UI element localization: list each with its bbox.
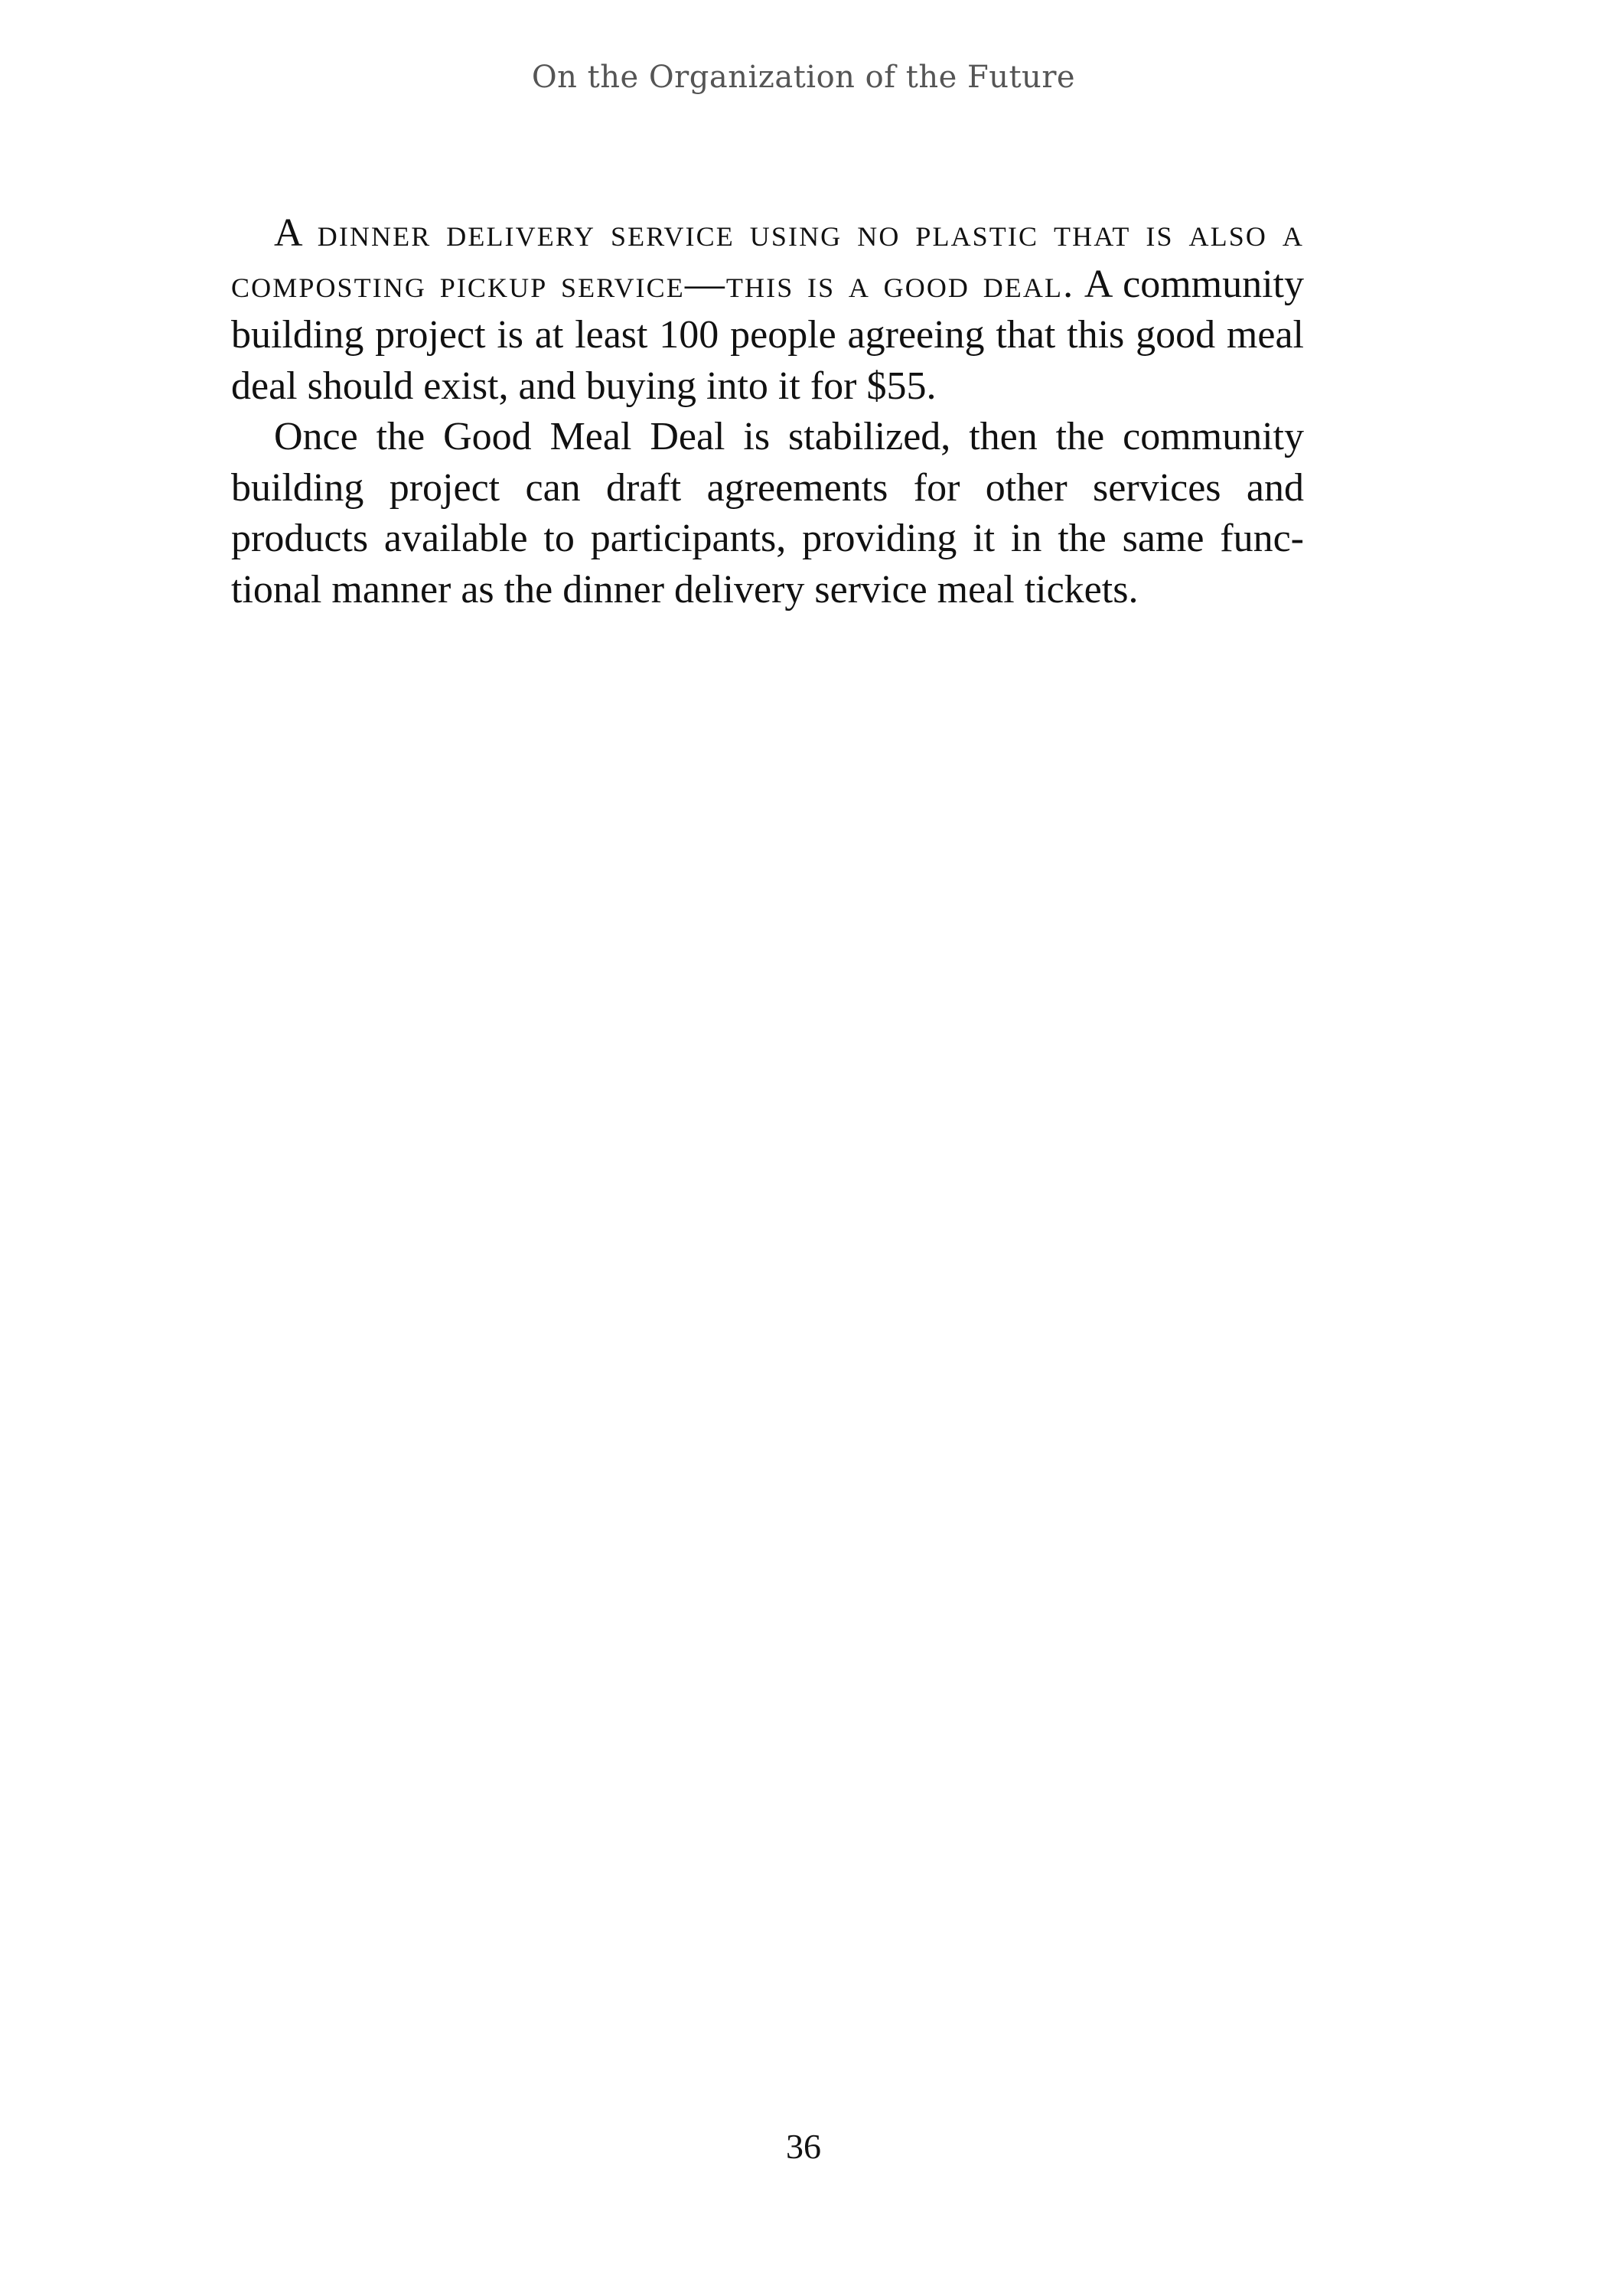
paragraph-1-text: A community building project is at least 100 people agreeing that this good meal deal should exist, and buying into it for $55.: [231, 262, 1305, 408]
paragraph-2: Once the Good Meal Deal is stabilized, then the community building project can draft agreements for other services and products available to participants, providing it in the same functional manner as the dinner delivery service meal tickets.: [231, 415, 1304, 612]
body-text: [231, 208, 1304, 615]
page-number: 36: [786, 2127, 821, 2166]
running-header: On the Organization of the Future: [531, 60, 1076, 95]
small-caps-lead-in: A dinner delivery service using no plastic that is also a composting pickup service—this is a good deal.: [231, 211, 1304, 306]
paragraph-1: [231, 208, 1304, 412]
